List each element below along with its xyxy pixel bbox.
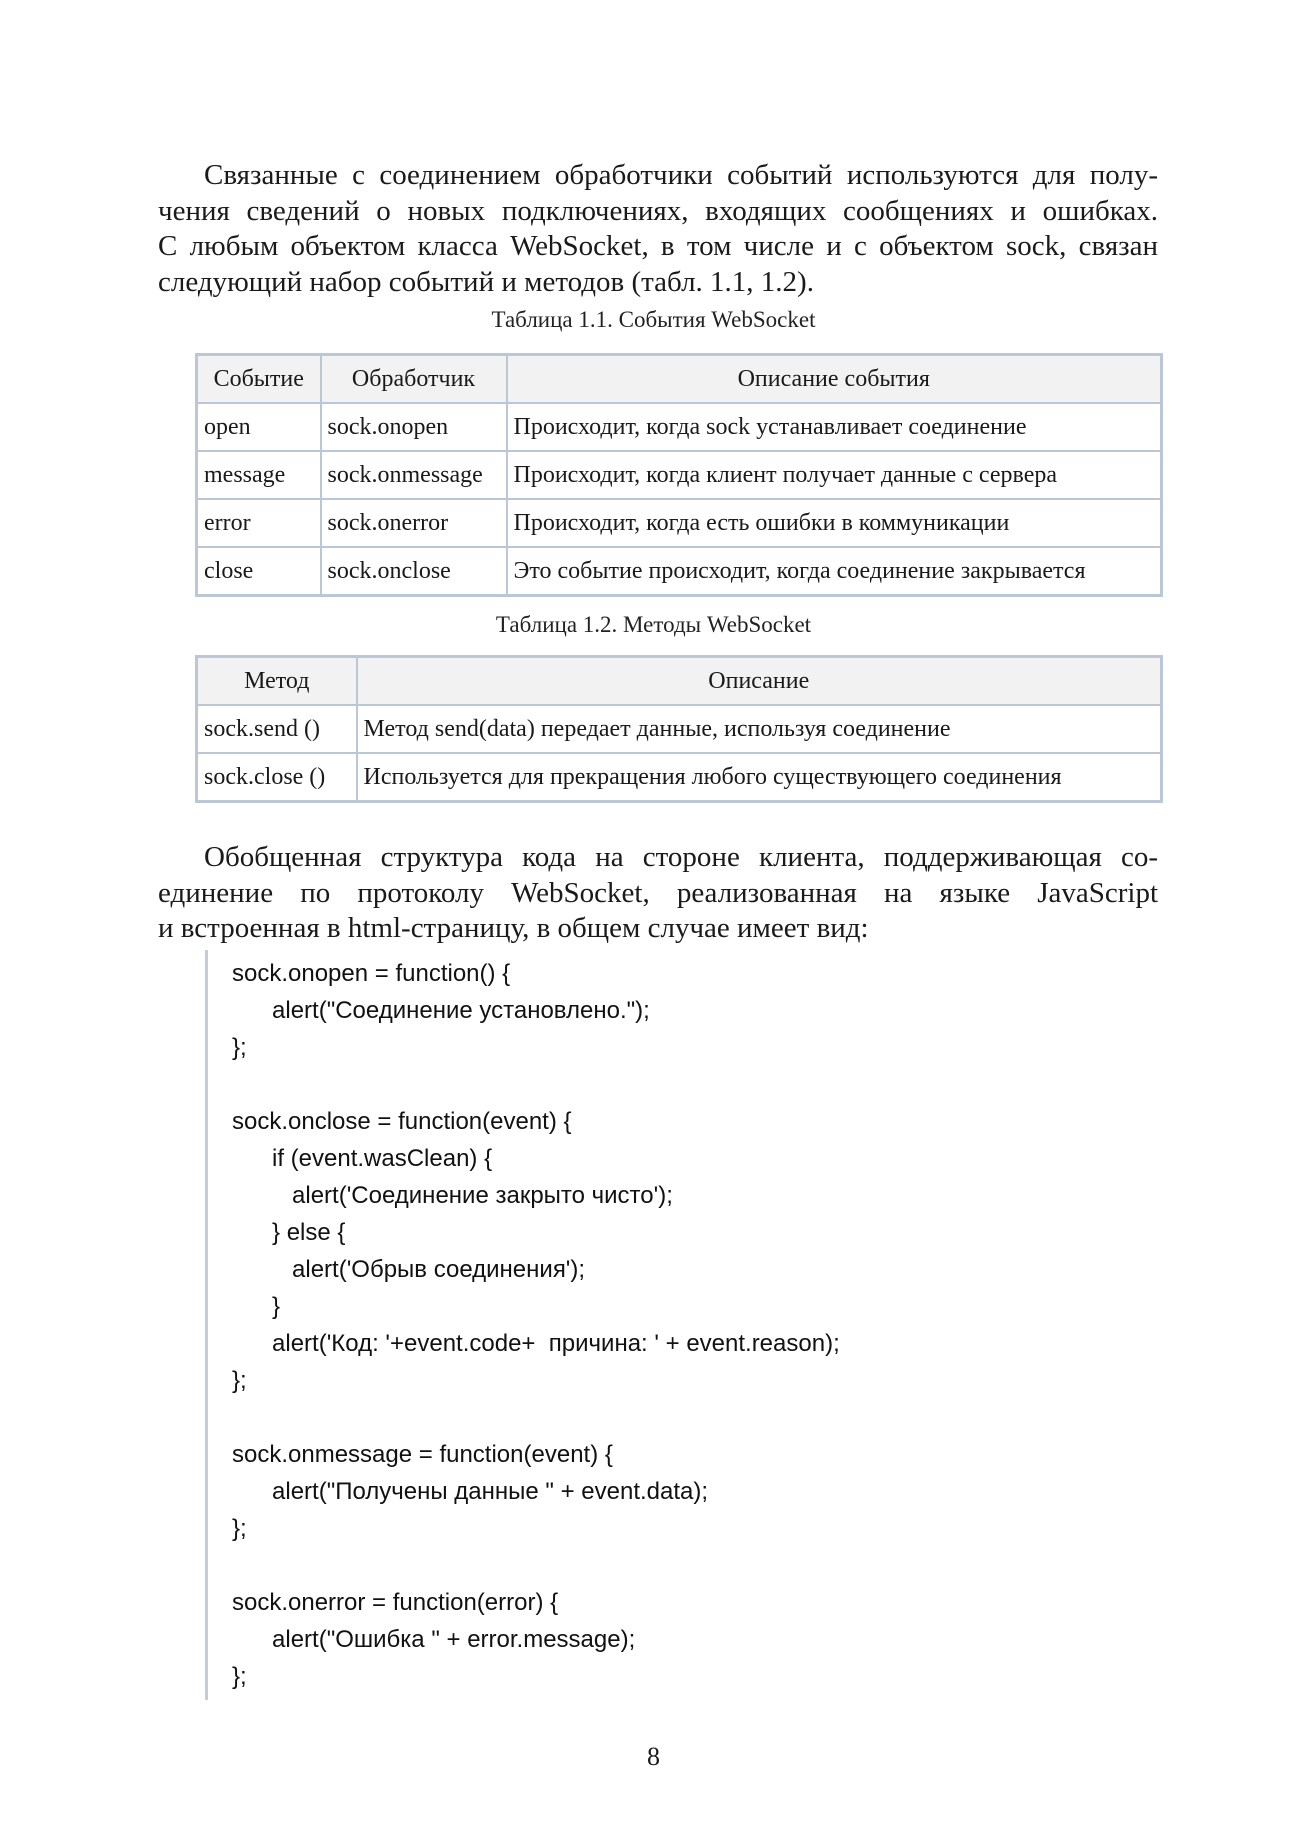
page-number: 8 bbox=[647, 1742, 660, 1771]
table-cell: sock.send () bbox=[197, 705, 357, 753]
table-row bbox=[197, 499, 1162, 547]
table-row bbox=[197, 403, 1162, 451]
table-cell: Происходит, когда sock устанавливает соединение bbox=[507, 403, 1162, 451]
body-line: единение по протоколу WebSocket, реализованная на языке JavaScript bbox=[158, 876, 1158, 909]
code-line: alert("Получены данные " + event.data); bbox=[232, 1478, 709, 1505]
code-line: }; bbox=[232, 1663, 247, 1690]
code-line: sock.onerror = function(error) { bbox=[232, 1589, 559, 1616]
code-intro-paragraph bbox=[158, 840, 1158, 947]
table-row bbox=[197, 753, 1162, 802]
body-line: и встроенная в html-страницу, в общем случае имеет вид: bbox=[158, 912, 869, 944]
table-cell: sock.onerror bbox=[321, 499, 507, 547]
table-cell: error bbox=[197, 499, 321, 547]
code-line: alert('Обрыв соединения'); bbox=[232, 1256, 586, 1283]
intro-line: С любым объектом класса WebSocket, в том числе и с объектом sock, связан bbox=[158, 230, 1158, 262]
code-line: }; bbox=[232, 1367, 247, 1394]
table-cell: open bbox=[197, 403, 321, 451]
table-row bbox=[197, 451, 1162, 499]
table-cell: Происходит, когда клиент получает данные с сервера bbox=[507, 451, 1162, 499]
code-line: }; bbox=[232, 1515, 247, 1542]
code-line: } bbox=[232, 1293, 281, 1320]
table-cell: Метод send(data) передает данные, используя соединение bbox=[357, 705, 1162, 753]
code-line: alert("Ошибка " + error.message); bbox=[232, 1626, 636, 1653]
code-line: alert("Соединение установлено."); bbox=[232, 997, 650, 1024]
code-line: alert('Соединение закрыто чисто'); bbox=[232, 1182, 673, 1209]
table-cell: sock.onmessage bbox=[321, 451, 507, 499]
methods-table bbox=[195, 655, 1163, 803]
table-header-row bbox=[197, 355, 1162, 404]
table-header-cell: Обработчик bbox=[321, 355, 507, 404]
table-cell: sock.onclose bbox=[321, 547, 507, 596]
table-cell: Происходит, когда есть ошибки в коммуникации bbox=[507, 499, 1162, 547]
code-line: sock.onmessage = function(event) { bbox=[232, 1441, 613, 1468]
intro-paragraph bbox=[158, 158, 1158, 300]
code-line: sock.onopen = function() { bbox=[232, 960, 511, 987]
table-header-cell: Событие bbox=[197, 355, 321, 404]
intro-line: следующий набор событий и методов (табл. 1.1, 1.2). bbox=[158, 265, 814, 298]
table-header-cell: Описание события bbox=[507, 355, 1162, 404]
table1-caption: Таблица 1.1. События WebSocket bbox=[491, 307, 816, 332]
table-header-cell: Описание bbox=[357, 657, 1162, 706]
code-block bbox=[205, 950, 1108, 1700]
table-header-cell: Метод bbox=[197, 657, 357, 706]
body-line: Обобщенная структура кода на стороне клиента, поддерживающая со- bbox=[204, 841, 1158, 873]
table-cell: sock.onopen bbox=[321, 403, 507, 451]
code-line: alert('Код: '+event.code+ причина: ' + event.reason); bbox=[232, 1330, 840, 1357]
table-cell: message bbox=[197, 451, 321, 499]
code-line: }; bbox=[232, 1034, 247, 1061]
table-cell: sock.close () bbox=[197, 753, 357, 802]
table-row bbox=[197, 705, 1162, 753]
intro-line: чения сведений о новых подключениях, входящих сообщениях и ошибках. bbox=[158, 194, 1158, 227]
table-row bbox=[197, 547, 1162, 596]
table-cell: close bbox=[197, 547, 321, 596]
table-header-row bbox=[197, 657, 1162, 706]
table-cell: Используется для прекращения любого существующего соединения bbox=[357, 753, 1162, 802]
table2-caption: Таблица 1.2. Методы WebSocket bbox=[495, 612, 812, 637]
code-line: sock.onclose = function(event) { bbox=[232, 1108, 572, 1135]
code-line: } else { bbox=[232, 1219, 346, 1246]
intro-line: Связанные с соединением обработчики событий используются для полу- bbox=[204, 159, 1158, 191]
code-line: if (event.wasClean) { bbox=[232, 1145, 493, 1172]
table-cell: Это событие происходит, когда соединение закрывается bbox=[507, 547, 1162, 596]
events-table bbox=[195, 353, 1163, 597]
